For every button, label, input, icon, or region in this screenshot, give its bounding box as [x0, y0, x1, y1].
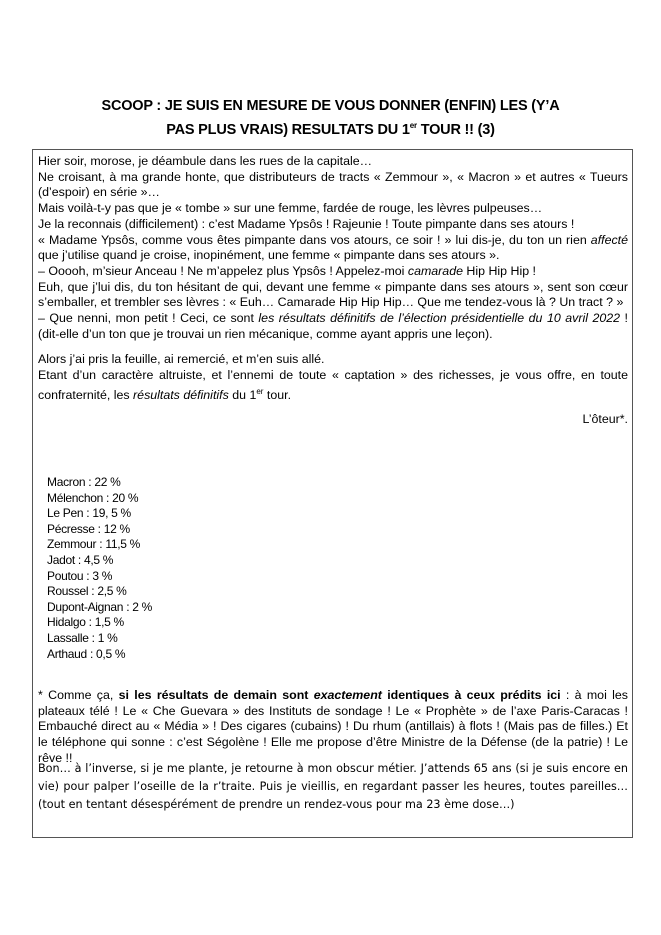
paragraph-text: – Ooooh, m’sieur Anceau ! Ne m’appelez plus Ypsôs ! Appelez-moi	[38, 263, 408, 278]
footnote-bold: si les résultats de demain sont	[118, 688, 314, 702]
paragraph: Euh, que j’lui dis, du ton hésitant de qui, devant une femme « pimpante dans ses atours », sent son cœur s’emballer, et trembler ses lèvres : « Euh… Camarade Hip Hip Hip… Que me tendez-vous là ? Un tract ? »	[38, 279, 628, 310]
paragraph-emphasis: camarade	[407, 263, 463, 278]
paragraph-text: ! (dit-elle d’un ton que je trouvai un rien mécanique, comme ayant appris une leçon).	[38, 311, 629, 341]
result-item: Arthaud : 0,5 %	[47, 646, 126, 661]
footnote-bold-emphasis: exactement	[313, 688, 382, 702]
paragraph	[38, 368, 628, 404]
result-item: Roussel : 2,5 %	[47, 584, 127, 599]
result-item: Hidalgo : 1,5 %	[47, 615, 124, 630]
paragraph-text: Etant d’un caractère altruiste, et l’ennemi de toute « captation » des richesses, je vous offre, en toute confraternité, les	[38, 368, 628, 402]
result-item: Zemmour : 11,5 %	[47, 537, 141, 552]
title-line-2	[0, 116, 661, 140]
paragraph	[38, 233, 628, 264]
paragraph-text: tour.	[263, 387, 292, 402]
superscript: er	[256, 386, 264, 396]
paragraph-text: du 1	[228, 387, 257, 402]
title-line-2-text: PAS PLUS VRAIS) RESULTATS DU 1	[166, 121, 410, 138]
results-list	[47, 475, 152, 662]
paragraph: Ne croisant, à ma grande honte, que distributeurs de tracts « Zemmour », « Macron » et autres « Tueurs (d’espoir) en série »…	[38, 169, 628, 200]
result-item: Macron : 22 %	[47, 475, 121, 489]
result-item: Pécresse : 12 %	[47, 521, 130, 536]
title-superscript: er	[409, 121, 417, 130]
paragraph: Mais voilà-t-y pas que je « tombe » sur une femme, fardée de rouge, les lèvres pulpeuses…	[38, 201, 543, 216]
footnote-text: : à moi les plateaux télé ! Le « Che Guevara » des Instituts de sondage ! Le « Prophète » de l’axe Paris-Caracas ! Embauché direct au « Média » ! Des cigares (cubains) ! Du rhum (antillais) à flots ! (Mais pas de filles.) Et le téléphone qui sonne : c’est Ségolène ! Elle me propose d’être Ministre de la Défense (de la patrie) ! Le rêve !!	[38, 688, 628, 765]
paragraph: Je la reconnais (difficilement) : c’est Madame Ypsôs ! Rajeunie ! Toute pimpante dans ses atours !	[38, 216, 575, 231]
article-title	[0, 97, 661, 140]
result-item: Mélenchon : 20 %	[47, 490, 139, 505]
paragraph-text: que j’utilise quand je croise, inopinément, une femme « pimpante dans ses atours ».	[38, 248, 500, 263]
paragraph: Hier soir, morose, je déambule dans les rues de la capitale…	[38, 154, 373, 168]
article-body	[38, 154, 628, 427]
paragraph-emphasis: affecté	[590, 232, 628, 247]
result-item: Le Pen : 19, 5 %	[47, 506, 131, 521]
paragraph-emphasis: résultats définitifs	[133, 387, 229, 402]
result-item: Poutou : 3 %	[47, 568, 113, 583]
closing-paragraph: Bon… à l’inverse, si je me plante, je retourne à mon obscur métier. J’attends 65 ans (si je suis encore en vie) pour palper l’oseille de la r’traite. Puis je vieillis, en regardant passer les heures, toutes pareilles… (tout en tentant désespérément de prendre un rendez-vous pour ma 23 ème dose…)	[38, 762, 628, 812]
paragraph: Alors j’ai pris la feuille, ai remercié, et m’en suis allé.	[38, 352, 325, 367]
paragraph-text: – Que nenni, mon petit ! Ceci, ce sont	[38, 311, 259, 326]
paragraph-emphasis: les résultats définitifs de l’élection présidentielle du 10 avril 2022	[258, 311, 621, 326]
result-item: Lassalle : 1 %	[47, 630, 118, 645]
result-item: Jadot : 4,5 %	[47, 552, 114, 567]
result-item: Dupont-Aignan : 2 %	[47, 599, 153, 614]
paragraph	[38, 264, 628, 280]
paragraph	[38, 311, 628, 342]
title-line-1: SCOOP : JE SUIS EN MESURE DE VOUS DONNER (ENFIN) LES (Y’A	[101, 98, 560, 114]
paragraph-text: Hip Hip Hip !	[462, 263, 536, 278]
footnote-bold: identiques à ceux prédits ici	[381, 688, 561, 702]
footnote	[38, 688, 628, 767]
title-line-2-end: TOUR !! (3)	[416, 121, 495, 138]
paragraph-text: « Madame Ypsôs, comme vous êtes pimpante dans vos atours, ce soir ! » lui dis-je, du ton un rien	[38, 232, 591, 247]
signature: L’ôteur*.	[582, 411, 628, 426]
footnote-text: * Comme ça,	[38, 688, 119, 702]
